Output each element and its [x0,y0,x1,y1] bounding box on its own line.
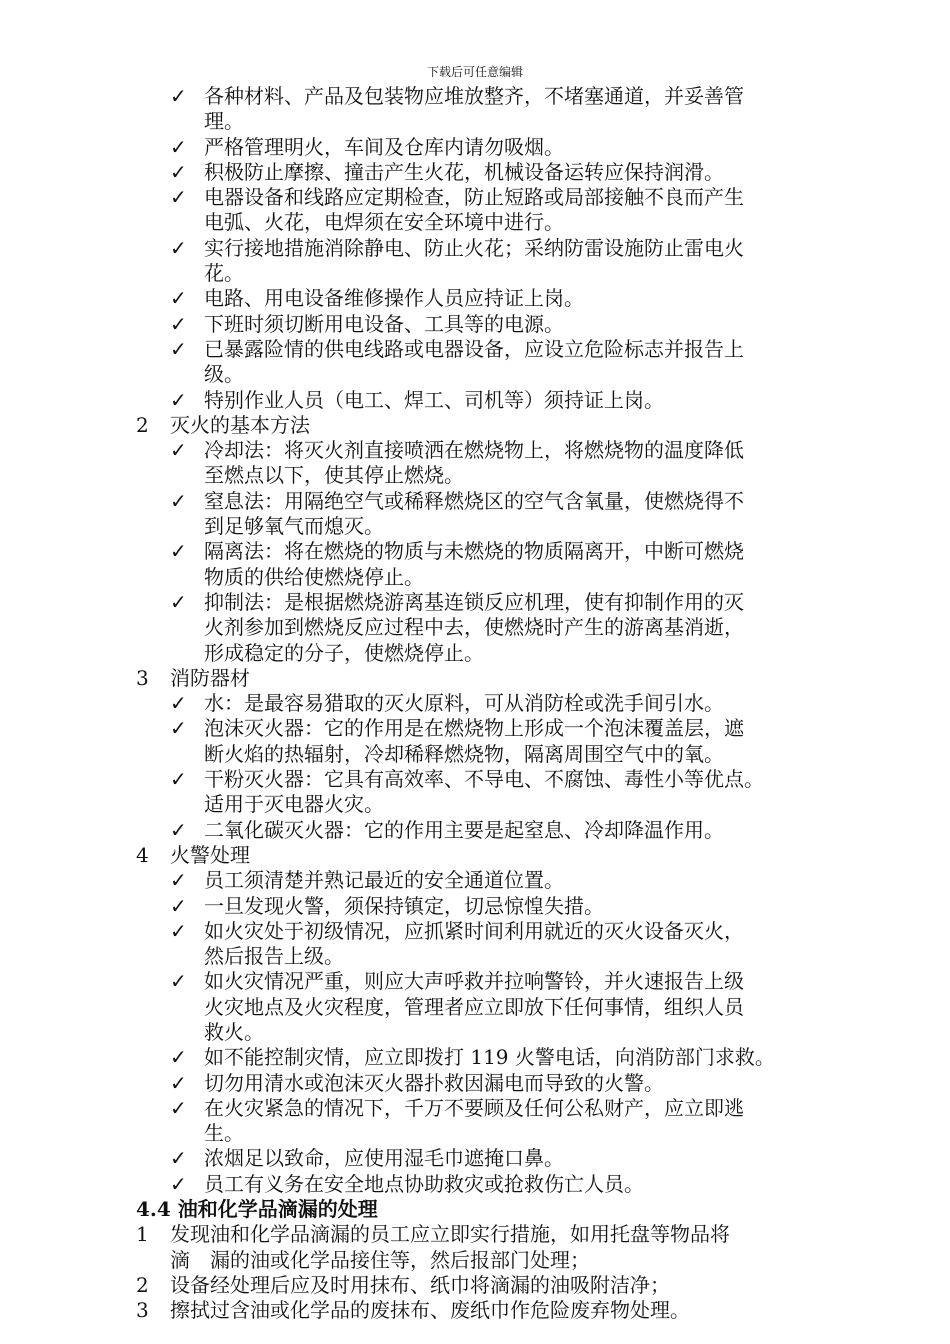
list-item-text: 理。 [204,109,244,134]
list-item-text: 积极防止摩擦、撞击产生火花，机械设备运转应保持润滑。 [204,159,724,184]
list-item-text: 形成稳定的分子，使燃烧停止。 [204,640,484,665]
item-number: 2 [136,412,149,437]
checkmark-icon: ✓ [170,1045,187,1070]
list-item [0,236,950,261]
document-body [0,84,950,1324]
list-item-text: 适用于灭电器火灾。 [204,792,384,817]
numbered-item-text: 消防器材 [170,665,250,690]
list-item-continuation [0,1020,950,1045]
numbered-item-text: 擦拭过含油或化学品的废抹布、废纸巾作危险废弃物处理。 [170,1298,690,1323]
list-item-continuation [0,742,950,767]
list-item [0,868,950,893]
checkmark-icon: ✓ [170,969,187,994]
list-item-text: 电弧、火花，电焊须在安全环境中进行。 [204,210,564,235]
list-item [0,84,950,109]
list-item [0,312,950,337]
list-item [0,489,950,514]
numbered-item [0,666,950,691]
list-item [0,135,950,160]
checkmark-icon: ✓ [170,311,187,336]
checkmark-icon: ✓ [170,589,187,614]
checkmark-icon: ✓ [170,185,187,210]
list-item [0,919,950,944]
list-item-continuation [0,565,950,590]
list-item-text: 各种材料、产品及包装物应堆放整齐，不堵塞通道，并妥善管 [204,84,744,108]
section-heading [0,1197,950,1222]
checkmark-icon: ✓ [170,286,187,311]
numbered-item-text: 火警处理 [170,842,250,867]
list-item-text: 在火灾紧急的情况下，千万不要顾及任何公私财产，应立即逃 [204,1095,744,1120]
list-item [0,1146,950,1171]
list-item-text: 员工须清楚并熟记最近的安全通道位置。 [204,868,564,893]
checkmark-icon: ✓ [170,868,187,893]
list-item-text: 已暴露险情的供电线路或电器设备，应设立危险标志并报告上 [204,336,744,361]
list-item-continuation [0,792,950,817]
list-item-continuation [0,362,950,387]
checkmark-icon: ✓ [170,716,187,741]
numbered-item [0,1273,950,1298]
list-item [0,1071,950,1096]
list-item-text: 水：是最容易猎取的灭火原料，可从消防栓或洗手间引水。 [204,691,724,716]
numbered-item [0,843,950,868]
checkmark-icon: ✓ [170,336,187,361]
numbered-item-text: 设备经处理后应及时用抹布、纸巾将滴漏的油吸附洁净； [170,1272,670,1297]
list-item [0,1045,950,1070]
list-item-text: 救火。 [204,1019,264,1044]
list-item-text: 干粉灭火器：它具有高效率、不导电、不腐蚀、毒性小等优点。 [204,767,764,792]
item-number: 4 [136,842,149,867]
item-number: 1 [136,1222,149,1247]
list-item-text: 隔离法：将在燃烧的物质与未燃烧的物质隔离开，中断可燃烧 [204,539,744,564]
list-item [0,286,950,311]
list-item-continuation [0,1121,950,1146]
item-number: 2 [136,1272,149,1297]
list-item-continuation [0,210,950,235]
list-item [0,590,950,615]
list-item-text: 至燃点以下，使其停止燃烧。 [204,463,464,488]
list-item-text: 泡沫灭火器：它的作用是在燃烧物上形成一个泡沫覆盖层，遮 [204,716,744,741]
list-item-text: 浓烟足以致命，应使用湿毛巾遮掩口鼻。 [204,1146,564,1171]
list-item-text: 抑制法：是根据燃烧游离基连锁反应机理，使有抑制作用的灭 [204,589,744,614]
numbered-item-text: 发现油和化学品滴漏的员工应立即实行措施，如用托盘等物品将 [170,1222,730,1247]
list-item [0,1096,950,1121]
list-item-text: 物质的供给使燃烧停止。 [204,564,424,589]
list-item [0,438,950,463]
list-item [0,969,950,994]
list-item-continuation [0,514,950,539]
list-item-text: 级。 [204,362,244,387]
list-item [0,539,950,564]
numbered-item [0,1298,950,1323]
list-item-text: 如火灾处于初级情况，应抓紧时间利用就近的灭火设备灭火， [204,918,744,943]
checkmark-icon: ✓ [170,1171,187,1196]
list-item-text: 断火焰的热辐射，冷却稀释燃烧物，隔离周围空气中的氧。 [204,741,724,766]
checkmark-icon: ✓ [170,1095,187,1120]
list-item-text: 切勿用清水或泡沫灭火器扑救因漏电而导致的火警。 [204,1070,664,1095]
numbered-item-text: 滴 漏的油或化学品接住等，然后报部门处理； [170,1247,590,1272]
list-item-text: 电路、用电设备维修操作人员应持证上岗。 [204,286,584,311]
list-item-text: 到足够氧气而熄灭。 [204,514,384,539]
checkmark-icon: ✓ [170,539,187,564]
checkmark-icon: ✓ [170,134,187,159]
list-item-text: 一旦发现火警，须保持镇定，切忌惊惶失措。 [204,893,604,918]
checkmark-icon: ✓ [170,1070,187,1095]
numbered-item-continuation [0,1248,950,1273]
list-item-text: 火剂参加到燃烧反应过程中去，使燃烧时产生的游离基消逝， [204,615,744,640]
list-item-text: 二氧化碳灭火器：它的作用主要是起窒息、冷却降温作用。 [204,817,724,842]
list-item-text: 如火灾情况严重，则应大声呼救并拉响警铃，并火速报告上级 [204,969,744,994]
checkmark-icon: ✓ [170,817,187,842]
checkmark-icon: ✓ [170,767,187,792]
list-item-text: 花。 [204,261,244,286]
list-item [0,818,950,843]
list-item-text: 员工有义务在安全地点协助救灾或抢救伤亡人员。 [204,1171,644,1196]
list-item-continuation [0,463,950,488]
checkmark-icon: ✓ [170,235,187,260]
numbered-item [0,413,950,438]
list-item-text: 火灾地点及火灾程度，管理者应立即放下任何事情，组织人员 [204,994,744,1019]
list-item-text: 下班时须切断用电设备、工具等的电源。 [204,311,564,336]
list-item [0,716,950,741]
list-item-continuation [0,109,950,134]
item-number: 3 [136,665,149,690]
list-item-text: 严格管理明火，车间及仓库内请勿吸烟。 [204,134,564,159]
list-item [0,894,950,919]
checkmark-icon: ✓ [170,1146,187,1171]
list-item-text: 生。 [204,1121,244,1146]
list-item-text: 冷却法：将灭火剂直接喷洒在燃烧物上，将燃烧物的温度降低 [204,438,744,463]
list-item [0,160,950,185]
checkmark-icon: ✓ [170,84,187,108]
list-item [0,388,950,413]
list-item-text: 然后报告上级。 [204,944,344,969]
list-item-continuation [0,995,950,1020]
list-item-continuation [0,261,950,286]
section-heading-text: 4.4 油和化学品滴漏的处理 [136,1197,378,1222]
list-item [0,185,950,210]
numbered-item-text: 灭火的基本方法 [170,412,310,437]
checkmark-icon: ✓ [170,488,187,513]
list-item-text: 电器设备和线路应定期检查，防止短路或局部接触不良而产生 [204,185,744,210]
page-header: 下载后可任意编辑 [426,65,523,79]
checkmark-icon: ✓ [170,159,187,184]
list-item [0,767,950,792]
checkmark-icon: ✓ [170,387,187,412]
list-item [0,1172,950,1197]
list-item [0,337,950,362]
list-item-continuation [0,641,950,666]
list-item-continuation [0,615,950,640]
list-item-continuation [0,944,950,969]
list-item [0,691,950,716]
numbered-item [0,1222,950,1247]
checkmark-icon: ✓ [170,438,187,463]
list-item-text: 特别作业人员（电工、焊工、司机等）须持证上岗。 [204,387,664,412]
checkmark-icon: ✓ [170,691,187,716]
list-item-text: 实行接地措施消除静电、防止火花；采纳防雷设施防止雷电火 [204,235,744,260]
checkmark-icon: ✓ [170,918,187,943]
item-number: 3 [136,1298,149,1323]
list-item-text: 如不能控制灾情，应立即拨打 119 火警电话，向消防部门求救。 [204,1045,775,1070]
list-item-text: 窒息法：用隔绝空气或稀释燃烧区的空气含氧量，使燃烧得不 [204,488,744,513]
checkmark-icon: ✓ [170,893,187,918]
